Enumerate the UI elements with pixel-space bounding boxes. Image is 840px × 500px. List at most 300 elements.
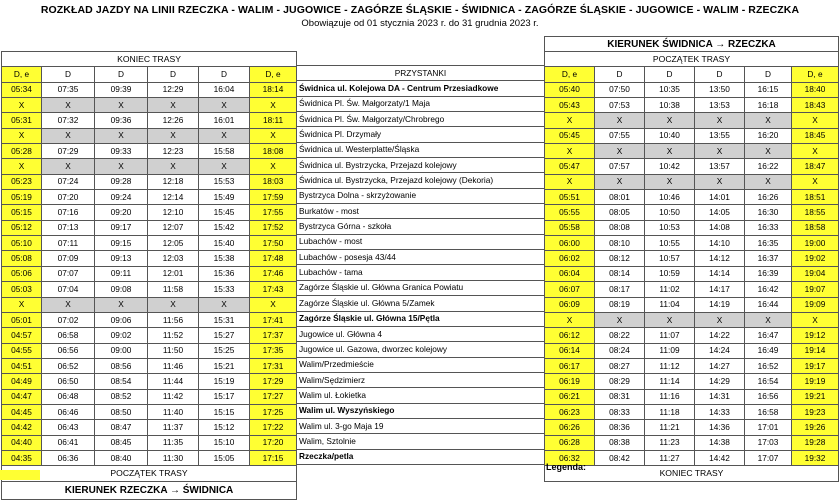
table-row bbox=[545, 404, 839, 419]
time-cell: X bbox=[595, 144, 645, 159]
time-cell: 08:27 bbox=[595, 358, 645, 373]
time-cell: 08:45 bbox=[95, 435, 148, 450]
time-cell: 11:21 bbox=[645, 420, 695, 435]
table-row bbox=[2, 374, 297, 389]
time-cell: 15:31 bbox=[199, 312, 250, 327]
right-column-header: D bbox=[695, 67, 745, 82]
table-row bbox=[545, 266, 839, 281]
time-cell: 14:19 bbox=[695, 297, 745, 312]
time-cell: 15:53 bbox=[199, 174, 250, 189]
time-cell: 05:15 bbox=[2, 205, 42, 220]
time-cell: 10:40 bbox=[645, 128, 695, 143]
time-cell: X bbox=[695, 144, 745, 159]
time-cell: 17:48 bbox=[250, 251, 297, 266]
time-cell: 13:53 bbox=[695, 98, 745, 113]
time-cell: 06:17 bbox=[545, 358, 595, 373]
stop-name: Walim ul. 3-go Maja 19 bbox=[297, 418, 545, 433]
table-row bbox=[545, 389, 839, 404]
time-cell: 18:14 bbox=[250, 82, 297, 97]
time-cell: X bbox=[250, 159, 297, 174]
list-item bbox=[297, 280, 545, 295]
time-cell: 09:36 bbox=[95, 113, 148, 128]
time-cell: 08:22 bbox=[595, 328, 645, 343]
time-cell: 11:52 bbox=[148, 328, 199, 343]
time-cell: 14:36 bbox=[695, 420, 745, 435]
time-cell: X bbox=[2, 297, 42, 312]
table-row bbox=[2, 282, 297, 297]
time-cell: X bbox=[695, 113, 745, 128]
time-cell: 06:50 bbox=[42, 374, 95, 389]
time-cell: 09:28 bbox=[95, 174, 148, 189]
time-cell: 08:38 bbox=[595, 435, 645, 450]
left-column-header: D bbox=[199, 67, 250, 82]
time-cell: X bbox=[199, 159, 250, 174]
table-row bbox=[2, 144, 297, 159]
time-cell: 06:04 bbox=[545, 266, 595, 281]
time-cell: X bbox=[2, 159, 42, 174]
time-cell: 08:31 bbox=[595, 389, 645, 404]
table-row bbox=[545, 358, 839, 373]
right-columns-row bbox=[545, 67, 839, 82]
time-cell: 16:52 bbox=[745, 358, 792, 373]
table-row bbox=[2, 389, 297, 404]
time-cell: 14:14 bbox=[695, 266, 745, 281]
time-cell: 08:52 bbox=[95, 389, 148, 404]
time-cell: 16:33 bbox=[745, 220, 792, 235]
time-cell: 07:55 bbox=[595, 128, 645, 143]
time-cell: 17:15 bbox=[250, 450, 297, 465]
left-column-header: D bbox=[95, 67, 148, 82]
time-cell: X bbox=[199, 98, 250, 113]
time-cell: 05:40 bbox=[545, 82, 595, 97]
time-cell: 06:26 bbox=[545, 420, 595, 435]
time-cell: 09:39 bbox=[95, 82, 148, 97]
time-cell: 17:22 bbox=[250, 420, 297, 435]
time-cell: 05:01 bbox=[2, 312, 42, 327]
stop-name: Bystrzyca Górna - szkoła bbox=[297, 219, 545, 234]
time-cell: 05:03 bbox=[2, 282, 42, 297]
time-cell: 08:05 bbox=[595, 205, 645, 220]
time-cell: 08:36 bbox=[595, 420, 645, 435]
time-cell: X bbox=[42, 159, 95, 174]
time-cell: X bbox=[645, 312, 695, 327]
time-cell: 05:23 bbox=[2, 174, 42, 189]
time-cell: 05:43 bbox=[545, 98, 595, 113]
left-direction-row bbox=[2, 481, 297, 499]
stops-header: PRZYSTANKI bbox=[297, 66, 545, 81]
list-item bbox=[297, 449, 545, 464]
time-cell: X bbox=[545, 144, 595, 159]
time-cell: 19:28 bbox=[792, 435, 839, 450]
time-cell: X bbox=[792, 312, 839, 327]
time-cell: X bbox=[645, 174, 695, 189]
list-item bbox=[297, 296, 545, 311]
time-cell: 17:35 bbox=[250, 343, 297, 358]
list-item bbox=[297, 81, 545, 96]
left-column-header: D, e bbox=[250, 67, 297, 82]
list-item bbox=[297, 142, 545, 157]
time-cell: 11:23 bbox=[645, 435, 695, 450]
time-cell: 04:40 bbox=[2, 435, 42, 450]
time-cell: 09:24 bbox=[95, 190, 148, 205]
time-cell: 16:47 bbox=[745, 328, 792, 343]
time-cell: 07:11 bbox=[42, 236, 95, 251]
time-cell: 17:31 bbox=[250, 358, 297, 373]
time-cell: 17:27 bbox=[250, 389, 297, 404]
time-cell: 08:14 bbox=[595, 266, 645, 281]
table-row bbox=[2, 435, 297, 450]
right-column-header: D bbox=[645, 67, 695, 82]
time-cell: 08:40 bbox=[95, 450, 148, 465]
time-cell: 05:31 bbox=[2, 113, 42, 128]
time-cell: 19:32 bbox=[792, 450, 839, 465]
list-item bbox=[297, 250, 545, 265]
time-cell: X bbox=[95, 128, 148, 143]
time-cell: 07:24 bbox=[42, 174, 95, 189]
time-cell: 14:05 bbox=[695, 205, 745, 220]
table-row bbox=[2, 420, 297, 435]
stop-name: Rzeczka/petla bbox=[297, 449, 545, 464]
time-cell: 09:11 bbox=[95, 266, 148, 281]
stop-name: Walim/Sędzimierz bbox=[297, 372, 545, 387]
time-cell: X bbox=[545, 312, 595, 327]
time-cell: 05:47 bbox=[545, 159, 595, 174]
left-direction-label: KIERUNEK RZECZKA → ŚWIDNICA bbox=[2, 481, 297, 499]
stop-name: Świdnica ul. Bystrzycka, Przejazd kolejowy (Dekoria) bbox=[297, 173, 545, 188]
table-row bbox=[545, 420, 839, 435]
time-cell: 09:20 bbox=[95, 205, 148, 220]
table-row bbox=[545, 82, 839, 97]
time-cell: X bbox=[42, 98, 95, 113]
stop-name: Lubachów - most bbox=[297, 234, 545, 249]
time-cell: 19:26 bbox=[792, 420, 839, 435]
time-cell: 08:47 bbox=[95, 420, 148, 435]
time-cell: 10:53 bbox=[645, 220, 695, 235]
time-cell: 16:20 bbox=[745, 128, 792, 143]
right-route-start-header: POCZĄTEK TRASY bbox=[545, 52, 839, 67]
stops-header-row bbox=[297, 66, 545, 81]
list-item bbox=[297, 112, 545, 127]
left-column-header: D bbox=[42, 67, 95, 82]
left-column-header: D, e bbox=[2, 67, 42, 82]
time-cell: 19:17 bbox=[792, 358, 839, 373]
time-cell: 17:07 bbox=[745, 450, 792, 465]
time-cell: 17:50 bbox=[250, 236, 297, 251]
time-cell: 18:45 bbox=[792, 128, 839, 143]
stop-name: Walim ul. Wyszyńskiego bbox=[297, 403, 545, 418]
right-column-header: D bbox=[595, 67, 645, 82]
time-cell: 14:33 bbox=[695, 404, 745, 419]
time-cell: X bbox=[745, 174, 792, 189]
time-cell: 11:07 bbox=[645, 328, 695, 343]
table-row bbox=[2, 159, 297, 174]
time-cell: 10:50 bbox=[645, 205, 695, 220]
time-cell: 18:47 bbox=[792, 159, 839, 174]
time-cell: 11:30 bbox=[148, 450, 199, 465]
table-row bbox=[2, 266, 297, 281]
table-row bbox=[545, 144, 839, 159]
table-row bbox=[545, 113, 839, 128]
time-cell: 17:43 bbox=[250, 282, 297, 297]
time-cell: 14:01 bbox=[695, 190, 745, 205]
time-cell: 11:56 bbox=[148, 312, 199, 327]
time-cell: 04:47 bbox=[2, 389, 42, 404]
time-cell: 16:30 bbox=[745, 205, 792, 220]
time-cell: X bbox=[695, 174, 745, 189]
list-item bbox=[297, 204, 545, 219]
time-cell: 06:36 bbox=[42, 450, 95, 465]
time-cell: 19:12 bbox=[792, 328, 839, 343]
time-cell: 07:32 bbox=[42, 113, 95, 128]
time-cell: 08:56 bbox=[95, 358, 148, 373]
time-cell: 18:03 bbox=[250, 174, 297, 189]
time-cell: 07:35 bbox=[42, 82, 95, 97]
time-cell: 14:24 bbox=[695, 343, 745, 358]
stop-name: Świdnica Pl. Drzymały bbox=[297, 127, 545, 142]
time-cell: 11:50 bbox=[148, 343, 199, 358]
time-cell: 09:15 bbox=[95, 236, 148, 251]
time-cell: 15:36 bbox=[199, 266, 250, 281]
left-columns-row bbox=[2, 67, 297, 82]
table-row bbox=[2, 98, 297, 113]
time-cell: 11:27 bbox=[645, 450, 695, 465]
time-cell: 14:31 bbox=[695, 389, 745, 404]
table-row bbox=[545, 236, 839, 251]
time-cell: 12:07 bbox=[148, 220, 199, 235]
time-cell: 05:19 bbox=[2, 190, 42, 205]
stop-name: Burkatów - most bbox=[297, 204, 545, 219]
time-cell: 05:08 bbox=[2, 251, 42, 266]
time-cell: 12:10 bbox=[148, 205, 199, 220]
time-cell: 09:33 bbox=[95, 144, 148, 159]
time-cell: 14:12 bbox=[695, 251, 745, 266]
time-cell: 18:08 bbox=[250, 144, 297, 159]
time-cell: 10:42 bbox=[645, 159, 695, 174]
time-cell: X bbox=[745, 144, 792, 159]
list-item bbox=[297, 173, 545, 188]
time-cell: 14:08 bbox=[695, 220, 745, 235]
time-cell: 16:04 bbox=[199, 82, 250, 97]
time-cell: 06:56 bbox=[42, 343, 95, 358]
time-cell: 15:25 bbox=[199, 343, 250, 358]
time-cell: 06:28 bbox=[545, 435, 595, 450]
time-cell: 11:35 bbox=[148, 435, 199, 450]
time-cell: 05:10 bbox=[2, 236, 42, 251]
list-item bbox=[297, 326, 545, 341]
legend-label: Legenda: bbox=[546, 462, 587, 472]
time-cell: 17:20 bbox=[250, 435, 297, 450]
time-cell: 19:04 bbox=[792, 266, 839, 281]
right-column-header: D, e bbox=[792, 67, 839, 82]
time-cell: 09:17 bbox=[95, 220, 148, 235]
right-column-header: D bbox=[745, 67, 792, 82]
table-row bbox=[545, 450, 839, 465]
time-cell: X bbox=[199, 297, 250, 312]
time-cell: 08:12 bbox=[595, 251, 645, 266]
right-footer-row bbox=[545, 466, 839, 481]
time-cell: 15:45 bbox=[199, 205, 250, 220]
time-cell: 05:34 bbox=[2, 82, 42, 97]
time-cell: 15:17 bbox=[199, 389, 250, 404]
time-cell: X bbox=[545, 113, 595, 128]
time-cell: 16:54 bbox=[745, 374, 792, 389]
stop-name: Jugowice ul. Gazowa, dworzec kolejowy bbox=[297, 342, 545, 357]
stop-name: Świdnica Pl. Św. Małgorzaty/Chrobrego bbox=[297, 112, 545, 127]
time-cell: 08:17 bbox=[595, 282, 645, 297]
time-cell: 13:50 bbox=[695, 82, 745, 97]
list-item bbox=[297, 342, 545, 357]
time-cell: X bbox=[95, 159, 148, 174]
list-item bbox=[297, 158, 545, 173]
stop-name: Zagórze Śląskie ul. Główna Granica Powiatu bbox=[297, 280, 545, 295]
time-cell: 04:35 bbox=[2, 450, 42, 465]
table-row bbox=[545, 435, 839, 450]
table-row bbox=[545, 98, 839, 113]
time-cell: 05:28 bbox=[2, 144, 42, 159]
time-cell: 10:38 bbox=[645, 98, 695, 113]
time-cell: 15:10 bbox=[199, 435, 250, 450]
time-cell: 19:19 bbox=[792, 374, 839, 389]
time-cell: 18:43 bbox=[792, 98, 839, 113]
time-cell: 06:43 bbox=[42, 420, 95, 435]
time-cell: 18:11 bbox=[250, 113, 297, 128]
time-cell: 14:29 bbox=[695, 374, 745, 389]
right-direction-label: KIERUNEK ŚWIDNICA → RZECZKA bbox=[545, 37, 839, 52]
table-row bbox=[2, 328, 297, 343]
time-cell: 11:18 bbox=[645, 404, 695, 419]
stop-name: Lubachów - posesja 43/44 bbox=[297, 250, 545, 265]
time-cell: 07:29 bbox=[42, 144, 95, 159]
time-cell: 07:16 bbox=[42, 205, 95, 220]
table-row bbox=[2, 297, 297, 312]
time-cell: 11:58 bbox=[148, 282, 199, 297]
table-row bbox=[2, 174, 297, 189]
stop-name: Walim ul. Łokietka bbox=[297, 388, 545, 403]
time-cell: X bbox=[645, 144, 695, 159]
time-cell: X bbox=[148, 128, 199, 143]
time-cell: X bbox=[545, 174, 595, 189]
time-cell: 16:22 bbox=[745, 159, 792, 174]
time-cell: X bbox=[645, 113, 695, 128]
time-cell: 11:37 bbox=[148, 420, 199, 435]
time-cell: 16:18 bbox=[745, 98, 792, 113]
list-item bbox=[297, 234, 545, 249]
time-cell: 16:58 bbox=[745, 404, 792, 419]
time-cell: 08:54 bbox=[95, 374, 148, 389]
time-cell: 04:55 bbox=[2, 343, 42, 358]
time-cell: 07:07 bbox=[42, 266, 95, 281]
table-row bbox=[2, 343, 297, 358]
time-cell: 16:26 bbox=[745, 190, 792, 205]
time-cell: 17:41 bbox=[250, 312, 297, 327]
time-cell: 11:09 bbox=[645, 343, 695, 358]
time-cell: 06:02 bbox=[545, 251, 595, 266]
time-cell: 07:09 bbox=[42, 251, 95, 266]
table-row bbox=[2, 450, 297, 465]
time-cell: 08:19 bbox=[595, 297, 645, 312]
time-cell: 15:15 bbox=[199, 404, 250, 419]
time-cell: 08:50 bbox=[95, 404, 148, 419]
time-cell: 10:46 bbox=[645, 190, 695, 205]
time-cell: 17:37 bbox=[250, 328, 297, 343]
time-cell: 17:52 bbox=[250, 220, 297, 235]
time-cell: 14:17 bbox=[695, 282, 745, 297]
time-cell: 06:00 bbox=[545, 236, 595, 251]
time-cell: X bbox=[792, 113, 839, 128]
table-row bbox=[545, 174, 839, 189]
time-cell: 15:42 bbox=[199, 220, 250, 235]
time-cell: X bbox=[2, 98, 42, 113]
time-cell: 19:14 bbox=[792, 343, 839, 358]
time-cell: 08:24 bbox=[595, 343, 645, 358]
left-route-end-header: KONIEC TRASY bbox=[2, 52, 297, 67]
time-cell: 19:02 bbox=[792, 251, 839, 266]
time-cell: 16:56 bbox=[745, 389, 792, 404]
time-cell: 07:53 bbox=[595, 98, 645, 113]
time-cell: 09:00 bbox=[95, 343, 148, 358]
time-cell: X bbox=[250, 128, 297, 143]
left-footer-row bbox=[2, 466, 297, 481]
time-cell: 04:49 bbox=[2, 374, 42, 389]
right-timetable bbox=[544, 36, 839, 482]
time-cell: 07:02 bbox=[42, 312, 95, 327]
time-cell: 17:55 bbox=[250, 205, 297, 220]
stop-name: Lubachów - tama bbox=[297, 265, 545, 280]
list-item bbox=[297, 357, 545, 372]
time-cell: 06:41 bbox=[42, 435, 95, 450]
time-cell: 09:08 bbox=[95, 282, 148, 297]
time-cell: 18:55 bbox=[792, 205, 839, 220]
time-cell: 09:02 bbox=[95, 328, 148, 343]
time-cell: 16:42 bbox=[745, 282, 792, 297]
time-cell: X bbox=[148, 297, 199, 312]
time-cell: 19:09 bbox=[792, 297, 839, 312]
stop-name: Jugowice ul. Główna 4 bbox=[297, 326, 545, 341]
table-row bbox=[2, 190, 297, 205]
time-cell: 15:58 bbox=[199, 144, 250, 159]
page-title: ROZKŁAD JAZDY NA LINII RZECZKA - WALIM - JUGOWICE - ZAGÓRZE ŚLĄSKIE - ŚWIDNICA - ZAGÓRZE ŚLĄSKIE - JUGOWICE - WALIM - RZECZKA bbox=[40, 4, 800, 16]
time-cell: X bbox=[199, 128, 250, 143]
time-cell: 05:12 bbox=[2, 220, 42, 235]
time-cell: 06:07 bbox=[545, 282, 595, 297]
stop-name: Świdnica ul. Westerplatte/Śląska bbox=[297, 142, 545, 157]
list-item bbox=[297, 265, 545, 280]
time-cell: 06:14 bbox=[545, 343, 595, 358]
time-cell: 11:02 bbox=[645, 282, 695, 297]
stop-name: Świdnica ul. Bystrzycka, Przejazd kolejowy bbox=[297, 158, 545, 173]
table-row bbox=[545, 343, 839, 358]
list-item bbox=[297, 388, 545, 403]
time-cell: 12:14 bbox=[148, 190, 199, 205]
table-row bbox=[2, 113, 297, 128]
stop-name: Walim/Przedmieście bbox=[297, 357, 545, 372]
table-row bbox=[2, 82, 297, 97]
time-cell: 12:05 bbox=[148, 236, 199, 251]
time-cell: 11:14 bbox=[645, 374, 695, 389]
list-item bbox=[297, 403, 545, 418]
time-cell: 15:38 bbox=[199, 251, 250, 266]
left-route-start-footer: POCZĄTEK TRASY bbox=[2, 466, 297, 481]
time-cell: 10:57 bbox=[645, 251, 695, 266]
right-route-end-footer: KONIEC TRASY bbox=[545, 466, 839, 481]
list-item bbox=[297, 434, 545, 449]
time-cell: X bbox=[148, 159, 199, 174]
legend-yellow-swatch bbox=[0, 470, 40, 480]
table-row bbox=[2, 205, 297, 220]
time-cell: 08:33 bbox=[595, 404, 645, 419]
list-item bbox=[297, 219, 545, 234]
table-row bbox=[545, 328, 839, 343]
